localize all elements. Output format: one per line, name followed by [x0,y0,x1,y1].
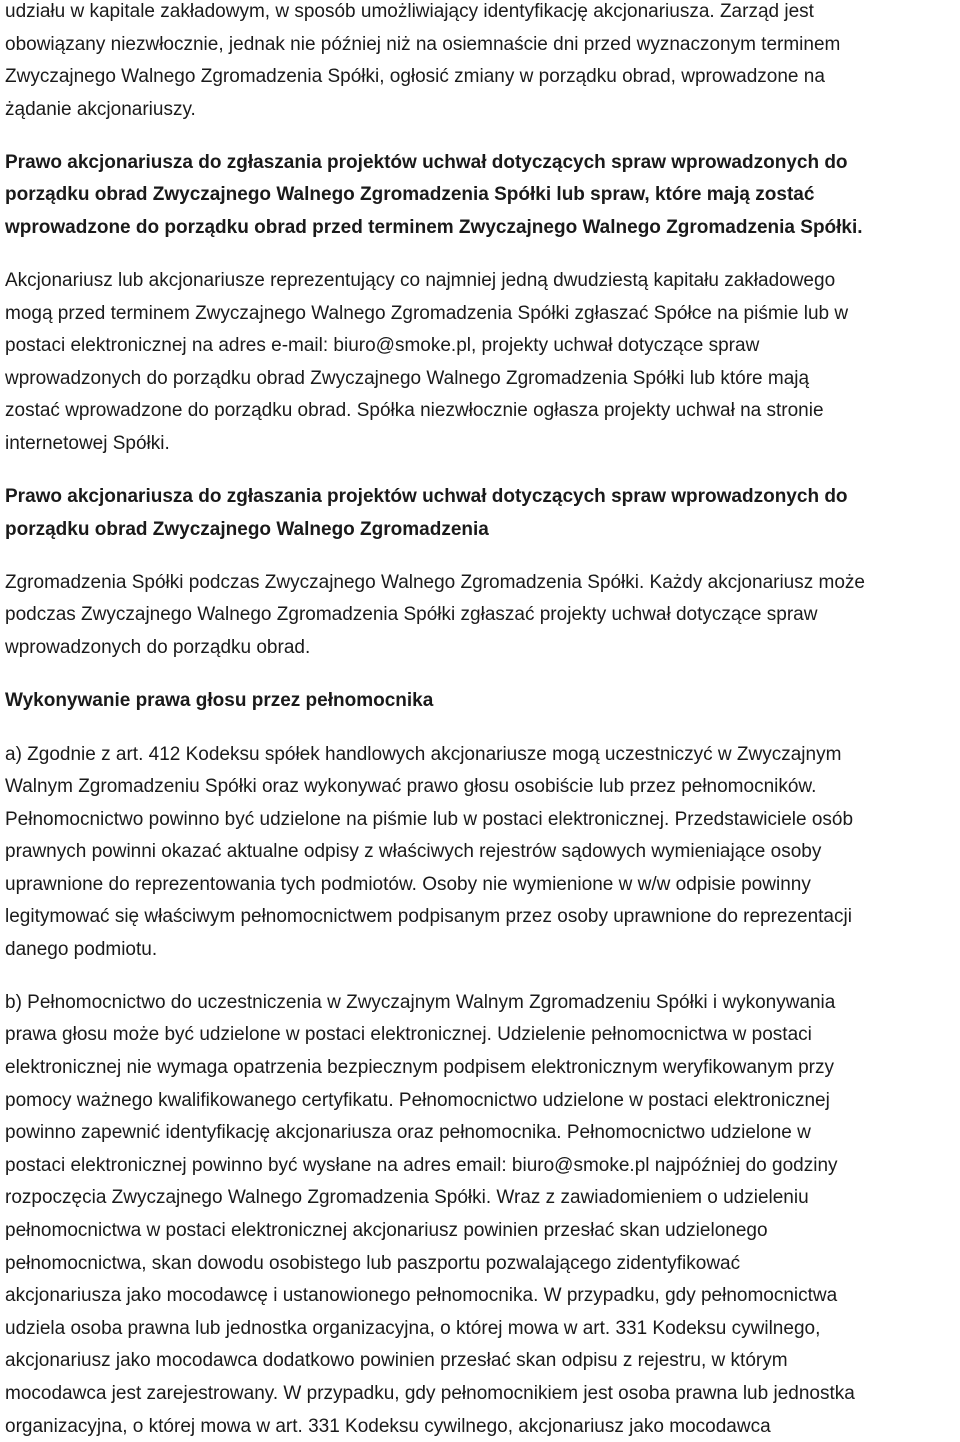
text-line: wprowadzonych do porządku obrad. [5,637,311,658]
heading-line: porządku obrad Zwyczajnego Walnego Zgromadzenia Spółki lub spraw, które mają zostać [5,184,815,205]
text-line: obowiązany niezwłocznie, jednak nie później niż na osiemnaście dni przed wyznaczonym terminem [5,34,841,55]
text-line: a) Zgodnie z art. 412 Kodeksu spółek handlowych akcjonariusze mogą uczestniczyć w Zwyczajnym [5,744,842,765]
heading-line: Prawo akcjonariusza do zgłaszania projektów uchwał dotyczących spraw wprowadzonych do [5,486,848,507]
text-line: pełnomocnictwa w postaci elektronicznej akcjonariusz powinien przesłać skan udzielonego [5,1220,768,1241]
text-line: powinno zapewnić identyfikację akcjonariusza oraz pełnomocnika. Pełnomocnictwo udzielone w [5,1122,811,1143]
text-line: akcjonariusza jako mocodawcę i ustanowionego pełnomocnika. W przypadku, gdy pełnomocnictwa [5,1285,838,1306]
text-line: mogą przed terminem Zwyczajnego Walnego Zgromadzenia Spółki zgłaszać Spółce na piśmie lub w [5,303,849,324]
text-line: akcjonariusz jako mocodawca dodatkowo powinien przesłać skan odpisu z rejestru, w którym [5,1350,788,1371]
text-line: b) Pełnomocnictwo do uczestniczenia w Zwyczajnym Walnym Zgromadzeniu Spółki i wykonywania [5,992,836,1013]
text-line: Zwyczajnego Walnego Zgromadzenia Spółki, ogłosić zmiany w porządku obrad, wprowadzone na [5,66,825,87]
text-line: uprawnione do reprezentowania tych podmiotów. Osoby nie wymienione w w/w odpisie powinny [5,874,811,895]
text-line: Zgromadzenia Spółki podczas Zwyczajnego Walnego Zgromadzenia Spółki. Każdy akcjonariusz może [5,572,865,593]
text-line: internetowej Spółki. [5,433,170,454]
text-line: pełnomocnictwa, skan dowodu osobistego lub paszportu pozwalającego zidentyfikować [5,1253,741,1274]
text-line: Walnym Zgromadzeniu Spółki oraz wykonywać prawo głosu osobiście lub przez pełnomocników. [5,776,817,797]
heading-line: wprowadzone do porządku obrad przed terminem Zwyczajnego Walnego Zgromadzenia Spółki. [5,217,863,238]
text-line: postaci elektronicznej powinno być wysłane na adres email: biuro@smoke.pl najpóźniej do godziny [5,1155,838,1176]
text-line: elektronicznej nie wymaga opatrzenia bezpiecznym podpisem elektronicznym weryfikowanym przy [5,1057,834,1078]
text-line: postaci elektronicznej na adres e-mail: biuro@smoke.pl, projekty uchwał dotyczące spraw [5,335,760,356]
text-line: zostać wprowadzone do porządku obrad. Spółka niezwłocznie ogłasza projekty uchwał na stronie [5,400,824,421]
heading-line: porządku obrad Zwyczajnego Walnego Zgromadzenia [5,519,489,540]
text-line: mocodawca jest zarejestrowany. W przypadku, gdy pełnomocnikiem jest osoba prawna lub jednostka [5,1383,855,1404]
text-line: udziału w kapitale zakładowym, w sposób umożliwiający identyfikację akcjonariusza. Zarząd jest [5,1,814,22]
text-line: legitymować się właściwym pełnomocnictwem podpisanym przez osoby uprawnione do reprezentacji [5,906,852,927]
text-line: prawnych powinni okazać aktualne odpisy z właściwych rejestrów sądowych wymieniające osoby [5,841,822,862]
text-line: Pełnomocnictwo powinno być udzielone na piśmie lub w postaci elektronicznej. Przedstawiciele osób [5,809,854,830]
text-line: żądanie akcjonariuszy. [5,99,196,120]
heading-line: Prawo akcjonariusza do zgłaszania projektów uchwał dotyczących spraw wprowadzonych do [5,152,848,173]
text-line: prawa głosu może być udzielone w postaci elektronicznej. Udzielenie pełnomocnictwa w postaci [5,1024,812,1045]
text-line: Akcjonariusz lub akcjonariusze reprezentujący co najmniej jedną dwudziestą kapitału zakładowego [5,270,836,291]
text-line: pomocy ważnego kwalifikowanego certyfikatu. Pełnomocnictwo udzielone w postaci elektronicznej [5,1090,830,1111]
text-line: wprowadzonych do porządku obrad Zwyczajnego Walnego Zgromadzenia Spółki lub które mają [5,368,810,389]
text-line: organizacyjna, o której mowa w art. 331 Kodeksu cywilnego, akcjonariusz jako mocodawca [5,1416,771,1437]
text-line: podczas Zwyczajnego Walnego Zgromadzenia Spółki zgłaszać projekty uchwał dotyczące spraw [5,604,818,625]
text-line: udziela osoba prawna lub jednostka organizacyjna, o której mowa w art. 331 Kodeksu cywilnego, [5,1318,821,1339]
text-line: danego podmiotu. [5,939,158,960]
heading-line: Wykonywanie prawa głosu przez pełnomocnika [5,690,434,711]
text-line: rozpoczęcia Zwyczajnego Walnego Zgromadzenia Spółki. Wraz z zawiadomieniem o udzieleniu [5,1187,809,1208]
